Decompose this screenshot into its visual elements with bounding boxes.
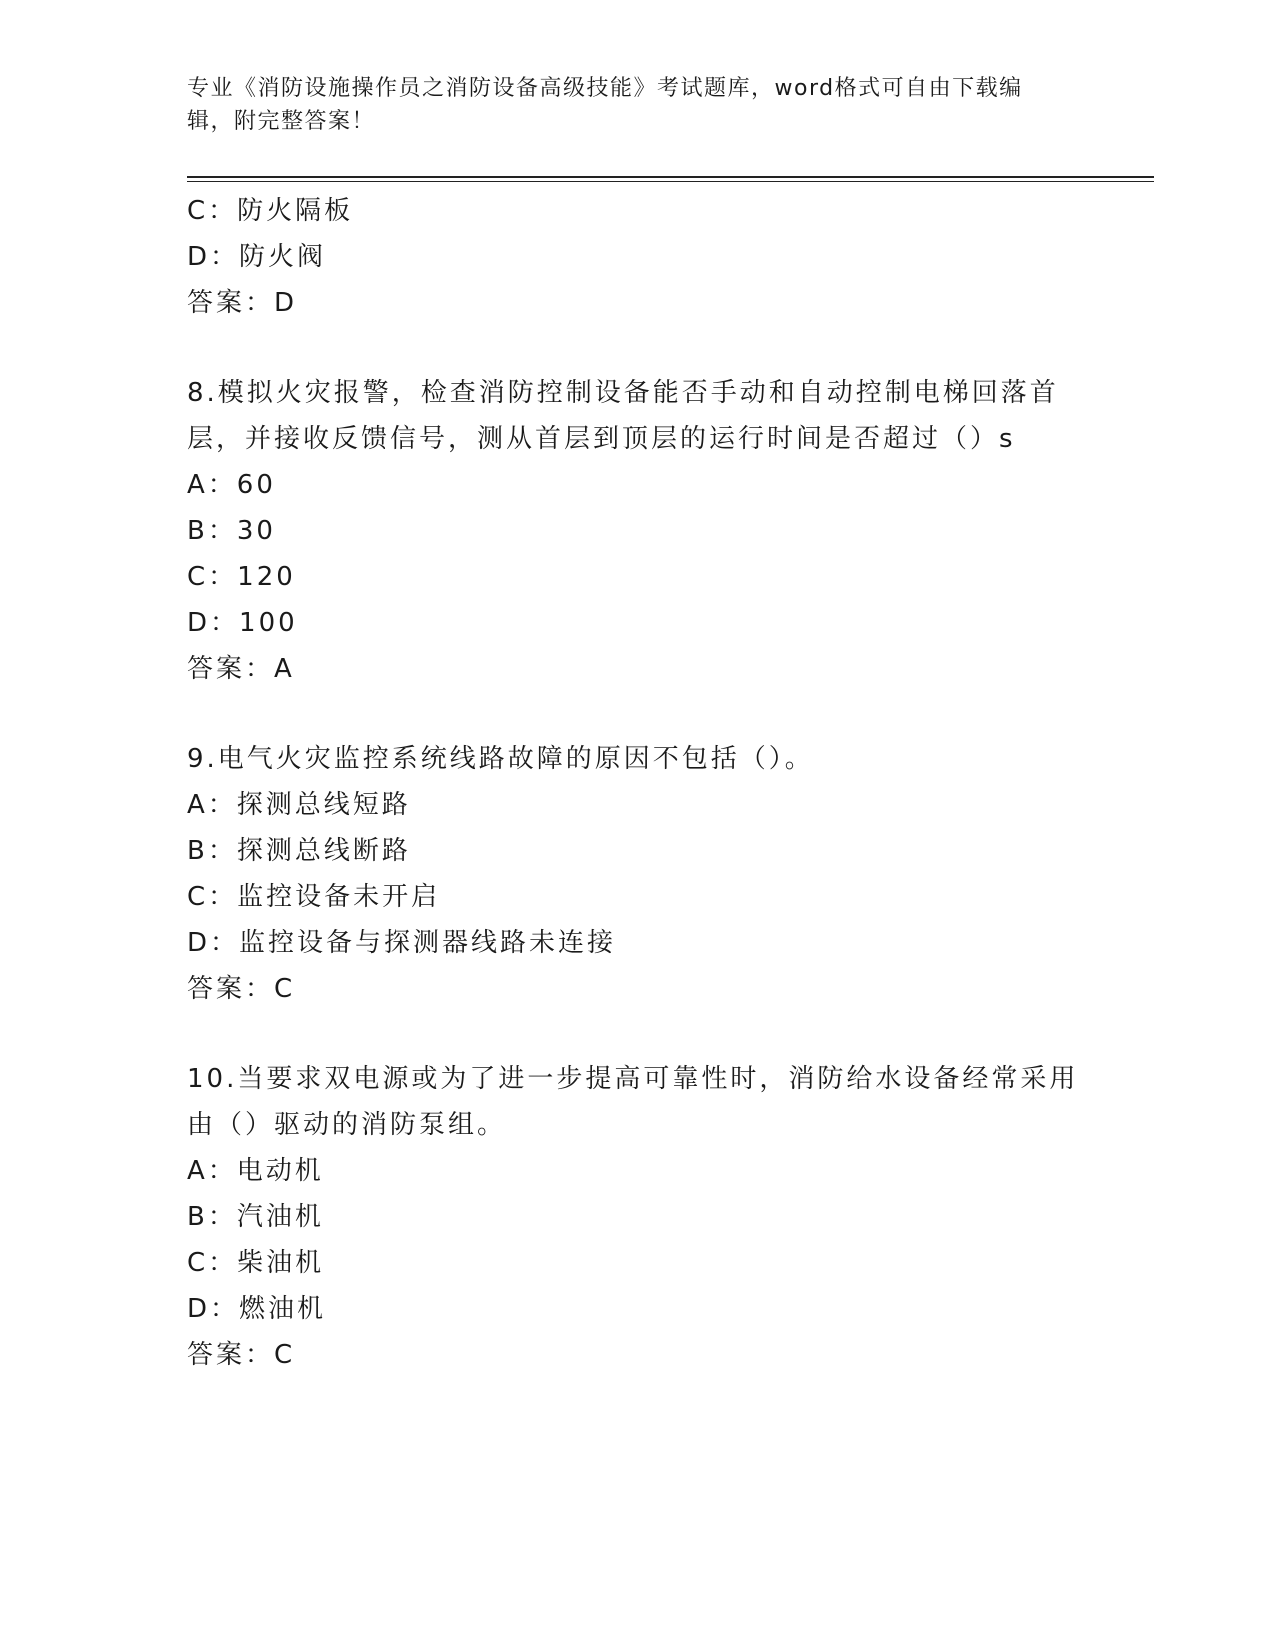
answer-line: 答案：C bbox=[187, 1340, 296, 1370]
answer-line: 答案：D bbox=[187, 288, 298, 318]
option-d: D：100 bbox=[187, 608, 298, 638]
question-stem-line: 层，并接收反馈信号，测从首层到顶层的运行时间是否超过（）s bbox=[187, 424, 1016, 454]
option-c: C：监控设备未开启 bbox=[187, 882, 441, 912]
option-a: A：60 bbox=[187, 470, 276, 500]
answer-line: 答案：A bbox=[187, 654, 295, 684]
spacer bbox=[187, 692, 1087, 736]
option-a: A：电动机 bbox=[187, 1156, 324, 1186]
question-stem-line: 9.电气火灾监控系统线路故障的原因不包括（）。 bbox=[187, 744, 814, 774]
option-d: D：燃油机 bbox=[187, 1294, 327, 1324]
option-c: C：120 bbox=[187, 562, 296, 592]
prev-question-tail bbox=[187, 188, 1087, 326]
option-c: C：防火隔板 bbox=[187, 196, 354, 226]
option-b: B：30 bbox=[187, 516, 276, 546]
question-stem-line: 8.模拟火灾报警，检查消防控制设备能否手动和自动控制电梯回落首 bbox=[187, 378, 1059, 408]
option-d: D：监控设备与探测器线路未连接 bbox=[187, 928, 617, 958]
question-stem-line: 由（）驱动的消防泵组。 bbox=[187, 1110, 507, 1140]
option-a: A：探测总线短路 bbox=[187, 790, 411, 820]
question-10 bbox=[187, 1056, 1087, 1378]
answer-line: 答案：C bbox=[187, 974, 296, 1004]
option-b: B：汽油机 bbox=[187, 1202, 324, 1232]
spacer bbox=[187, 1012, 1087, 1056]
header-rule-thin bbox=[187, 181, 1154, 182]
spacer bbox=[187, 326, 1087, 370]
option-c: C：柴油机 bbox=[187, 1248, 325, 1278]
document-header: 专业《消防设施操作员之消防设备高级技能》考试题库，word格式可自由下载编辑，附完整答案！ bbox=[187, 76, 1023, 134]
option-b: B：探测总线断路 bbox=[187, 836, 411, 866]
question-list bbox=[187, 188, 1087, 1378]
option-d: D：防火阀 bbox=[187, 242, 327, 272]
header-rule-thick bbox=[187, 176, 1154, 178]
question-9 bbox=[187, 736, 1087, 1012]
question-stem-line: 10.当要求双电源或为了进一步提高可靠性时，消防给水设备经常采用 bbox=[187, 1064, 1079, 1094]
question-8 bbox=[187, 370, 1087, 692]
